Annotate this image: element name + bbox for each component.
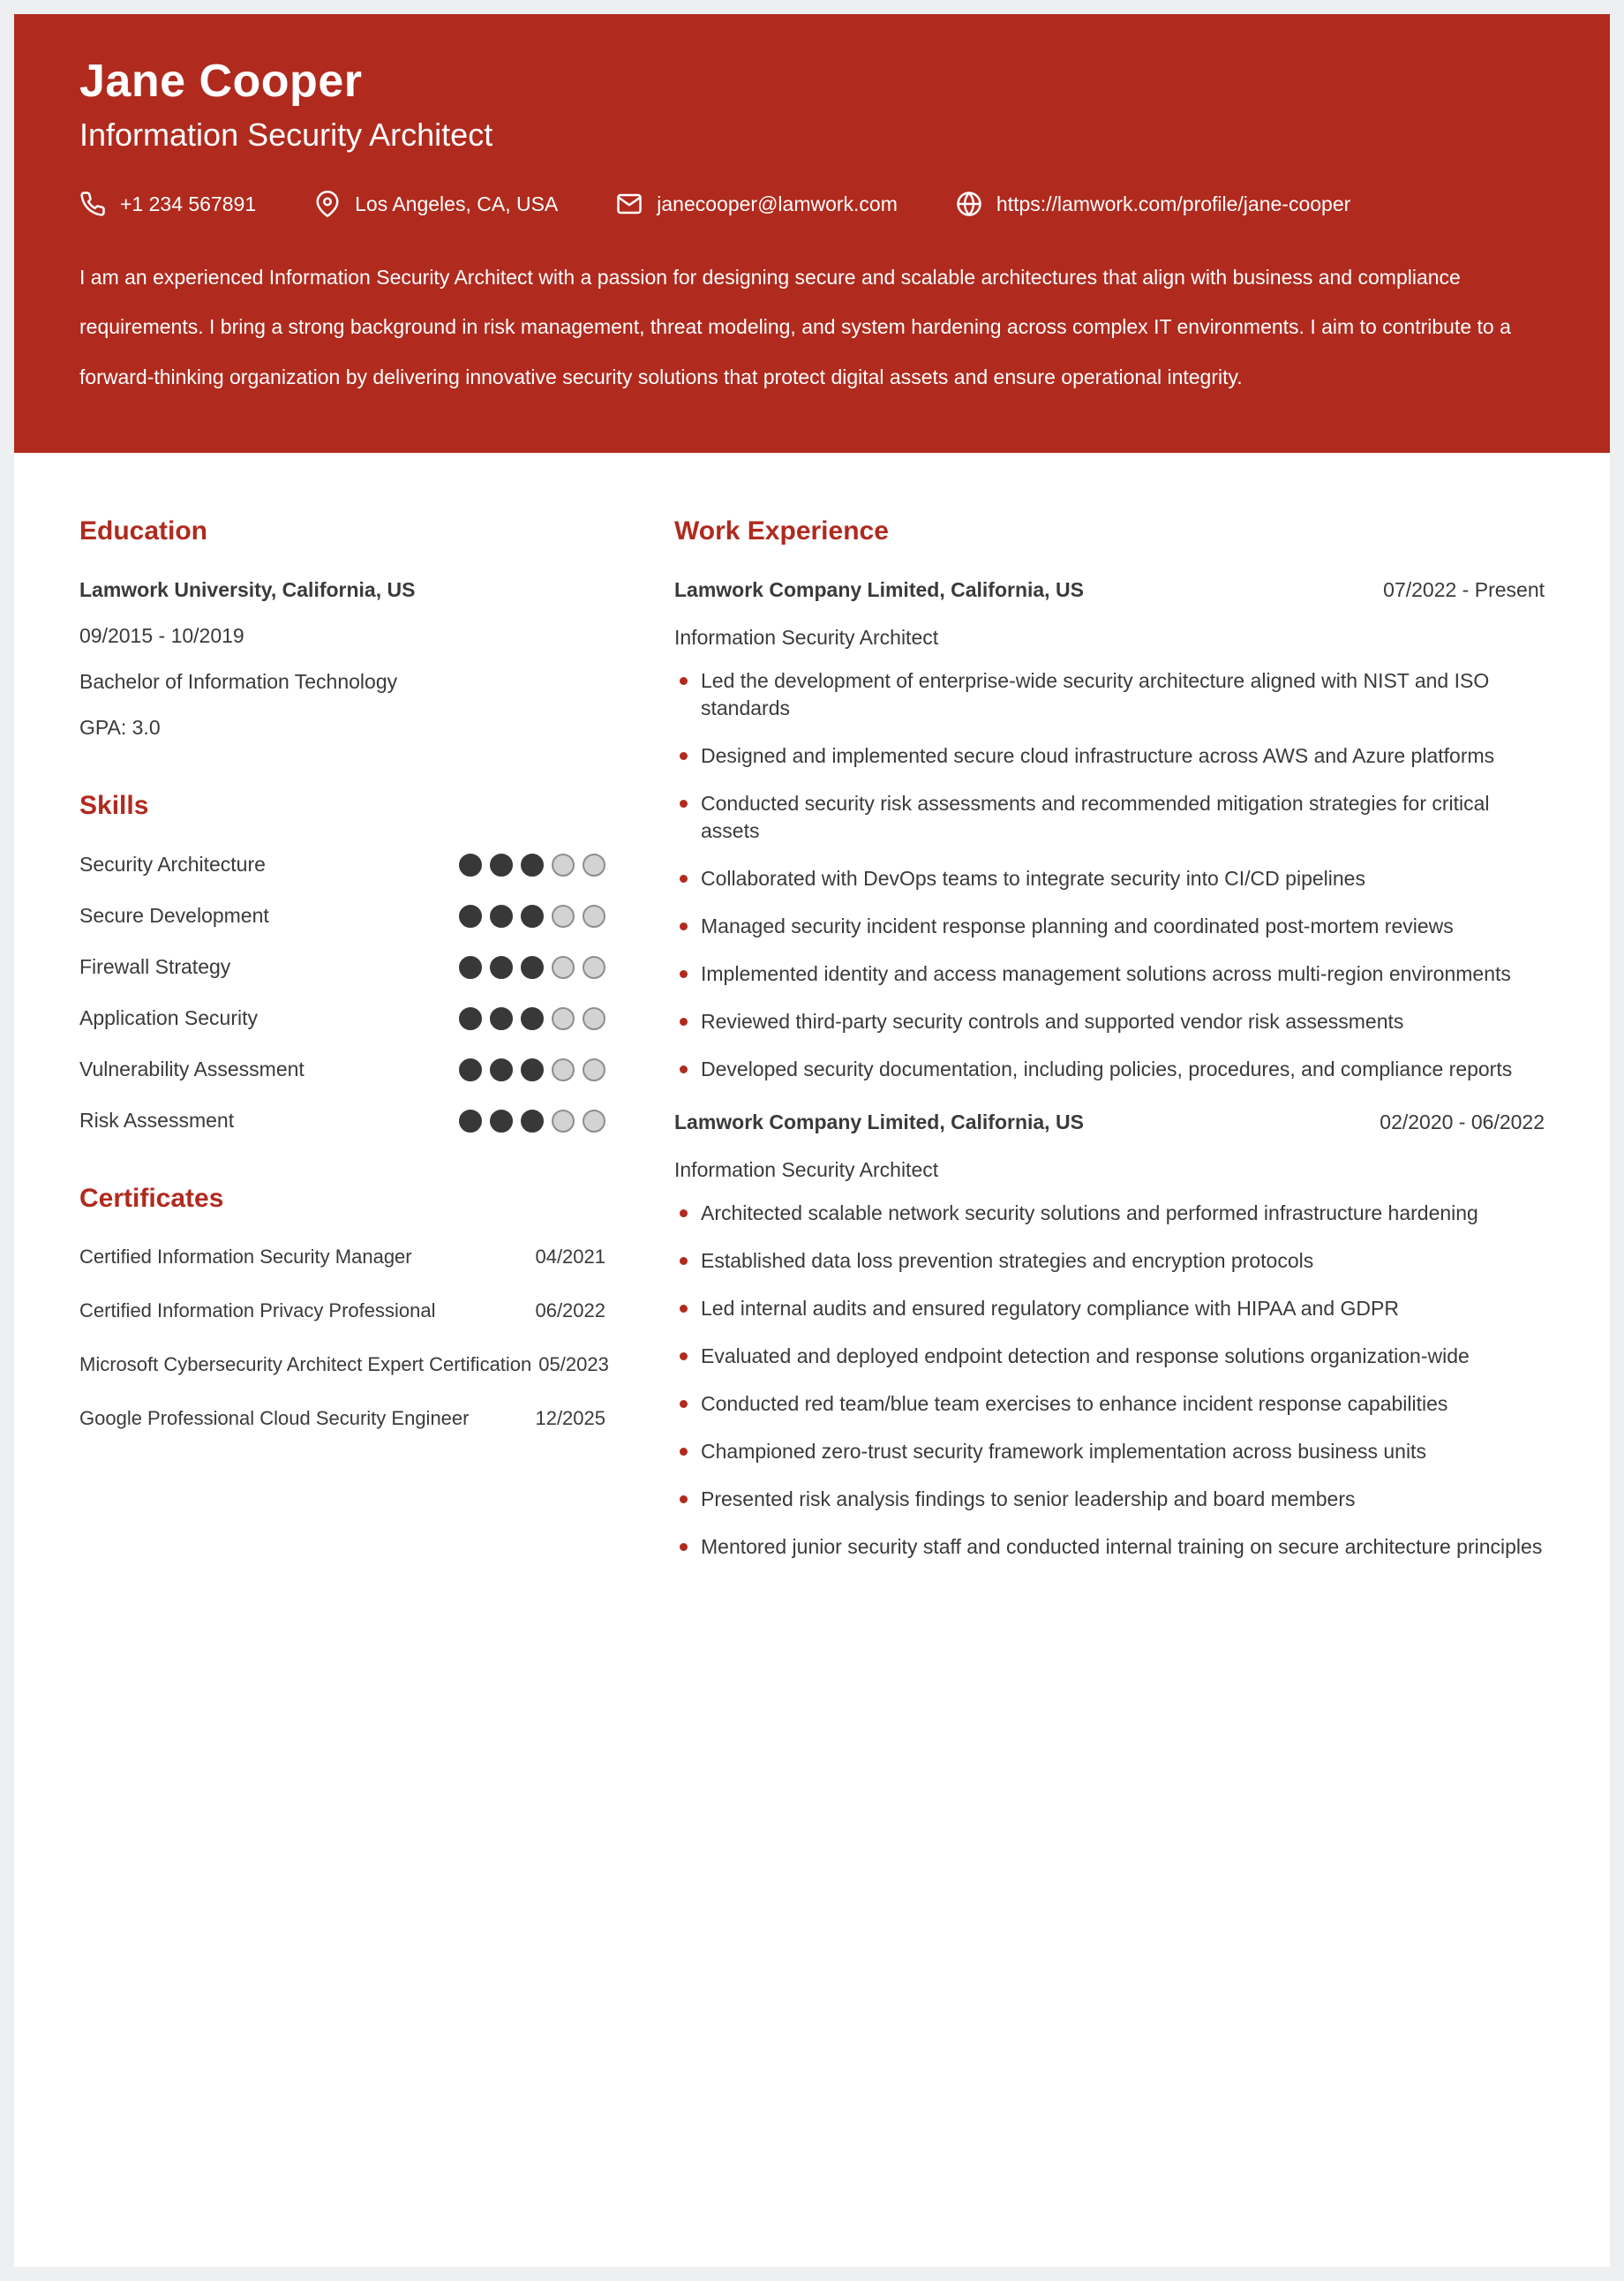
skill-dot-filled: [490, 905, 513, 928]
certificate-row: [79, 1407, 605, 1430]
certificate-row: [79, 1299, 605, 1322]
education-heading: Education: [79, 516, 208, 546]
skill-dot-filled: [459, 1058, 482, 1081]
job-dates: 02/2020 - 06/2022: [1380, 1110, 1545, 1133]
section-experience: [674, 516, 1545, 1561]
job-bullet: Reviewed third-party security controls and supported vendor risk assessments: [674, 1008, 1545, 1035]
job-company: Lamwork Company Limited, California, US: [674, 578, 1084, 602]
person-title: Information Security Architect: [79, 117, 493, 153]
certificate-row: [79, 1246, 605, 1268]
certificate-date: 05/2023: [538, 1353, 609, 1376]
job-bullet: Conducted red team/blue team exercises to enhance incident response capabilities: [674, 1390, 1545, 1418]
skill-dot-empty: [552, 905, 575, 928]
certificate-row: [79, 1353, 609, 1376]
job-bullet: Architected scalable network security solutions and performed infrastructure hardening: [674, 1200, 1545, 1227]
skill-level-dots: [459, 1007, 605, 1030]
section-education: [79, 516, 605, 740]
skill-name: Security Architecture: [79, 853, 266, 877]
certificate-name: Microsoft Cybersecurity Architect Expert Certification: [79, 1353, 532, 1376]
skill-dot-filled: [459, 1110, 482, 1133]
job-bullet-list: [674, 1200, 1545, 1561]
contact-location-text: Los Angeles, CA, USA: [355, 192, 559, 215]
experience-heading: Work Experience: [674, 516, 889, 546]
certificate-date: 12/2025: [535, 1407, 605, 1430]
skills-heading: Skills: [79, 791, 149, 821]
skill-dot-filled: [521, 1007, 544, 1030]
skill-dot-empty: [552, 1110, 575, 1133]
skill-dot-filled: [490, 956, 513, 979]
job-bullet: Designed and implemented secure cloud infrastructure across AWS and Azure platforms: [674, 742, 1545, 770]
skill-row: [79, 1109, 605, 1133]
skill-dot-filled: [521, 1058, 544, 1081]
skill-dot-filled: [521, 956, 544, 979]
resume-body: [14, 453, 1610, 1658]
certificate-date: 04/2021: [535, 1246, 605, 1268]
contact-location: [314, 191, 558, 217]
skill-dot-filled: [521, 905, 544, 928]
job-bullet: Established data loss prevention strategies and encryption protocols: [674, 1247, 1545, 1275]
certificate-name: Certified Information Security Manager: [79, 1246, 412, 1268]
certificates-heading: Certificates: [79, 1184, 224, 1214]
job-bullet: Managed security incident response planning and coordinated post-mortem reviews: [674, 913, 1545, 940]
job-bullet: Mentored junior security staff and conducted internal training on secure architecture principles: [674, 1533, 1545, 1561]
job-company: Lamwork Company Limited, California, US: [674, 1110, 1084, 1133]
job-bullet: Led the development of enterprise-wide security architecture aligned with NIST and ISO standards: [674, 667, 1545, 722]
skill-dot-filled: [459, 1007, 482, 1030]
skill-dot-empty: [552, 854, 575, 877]
skill-dot-filled: [459, 854, 482, 877]
skill-dot-filled: [459, 905, 482, 928]
contact-phone: [79, 191, 256, 217]
contact-website[interactable]: [956, 191, 1350, 217]
job-bullet: Conducted security risk assessments and recommended mitigation strategies for critical assets: [674, 790, 1545, 845]
skill-level-dots: [459, 854, 605, 877]
job-bullet: Evaluated and deployed endpoint detection and response solutions organization-wide: [674, 1343, 1545, 1370]
education-dates: 09/2015 - 10/2019: [79, 624, 244, 648]
skill-name: Vulnerability Assessment: [79, 1058, 304, 1081]
skill-level-dots: [459, 956, 605, 979]
skill-dot-filled: [490, 1110, 513, 1133]
skill-level-dots: [459, 1058, 605, 1081]
skill-level-dots: [459, 1110, 605, 1133]
job-dates: 07/2022 - Present: [1383, 578, 1545, 602]
skill-name: Application Security: [79, 1006, 258, 1030]
phone-icon: [79, 191, 106, 217]
location-icon: [314, 191, 341, 217]
skill-row: [79, 1006, 605, 1030]
skill-dot-empty: [583, 854, 605, 877]
skill-dot-empty: [583, 1007, 605, 1030]
job-bullet: Collaborated with DevOps teams to integrate security into CI/CD pipelines: [674, 865, 1545, 892]
skill-level-dots: [459, 905, 605, 928]
skill-name: Risk Assessment: [79, 1109, 235, 1133]
section-certificates: [79, 1184, 609, 1430]
job-entry: [674, 1110, 1545, 1561]
skill-row: [79, 955, 605, 979]
skill-dot-filled: [521, 1110, 544, 1133]
skill-dot-filled: [521, 854, 544, 877]
contact-website-text[interactable]: https://lamwork.com/profile/jane-cooper: [996, 192, 1351, 215]
job-bullet: Developed security documentation, including policies, procedures, and compliance reports: [674, 1056, 1545, 1083]
skill-dot-filled: [490, 854, 513, 877]
skill-dot-filled: [459, 956, 482, 979]
skill-dot-filled: [490, 1058, 513, 1081]
skill-name: Secure Development: [79, 904, 269, 928]
skill-row: [79, 1058, 605, 1081]
skill-dot-empty: [552, 1007, 575, 1030]
person-name: Jane Cooper: [79, 56, 363, 107]
skill-dot-empty: [583, 956, 605, 979]
education-degree: Bachelor of Information Technology: [79, 670, 398, 694]
certificate-date: 06/2022: [535, 1299, 605, 1322]
skill-dot-empty: [583, 1058, 605, 1081]
skill-dot-filled: [490, 1007, 513, 1030]
job-role: Information Security Architect: [674, 626, 939, 650]
skill-row: [79, 904, 605, 928]
job-header: [674, 1110, 1545, 1134]
skill-name: Firewall Strategy: [79, 955, 231, 979]
job-bullet-list: [674, 667, 1545, 1083]
certificate-name: Google Professional Cloud Security Engineer: [79, 1407, 470, 1430]
skill-dot-empty: [552, 956, 575, 979]
job-bullet: Championed zero-trust security framework implementation across business units: [674, 1438, 1545, 1465]
skill-dot-empty: [552, 1058, 575, 1081]
profile-summary: I am an experienced Information Security Architect with a passion for designing secure and scalable architectures that align with business and compliance requirements. I bring a strong background in risk management, threat modeling, and system hardening across complex IT environments. I aim to contribute to a forward-thinking organization by delivering innovative security solutions that protect digital assets and ensure operational integrity.: [79, 266, 1511, 388]
job-bullet: Led internal audits and ensured regulatory compliance with HIPAA and GDPR: [674, 1295, 1545, 1322]
contact-phone-text: +1 234 567891: [120, 192, 257, 215]
job-bullet: Implemented identity and access management solutions across multi-region environments: [674, 960, 1545, 988]
email-icon: [616, 191, 643, 217]
skill-dot-empty: [583, 905, 605, 928]
contact-email[interactable]: [616, 191, 898, 217]
left-column: [79, 516, 609, 1587]
section-skills: [79, 791, 605, 1133]
education-school: Lamwork University, California, US: [79, 578, 416, 602]
right-column: [674, 516, 1545, 1587]
job-role: Information Security Architect: [674, 1157, 939, 1181]
job-entry: [674, 578, 1545, 1083]
resume-header: [14, 14, 1610, 453]
skill-dot-empty: [583, 1110, 605, 1133]
certificate-name: Certified Information Privacy Professional: [79, 1299, 436, 1322]
job-bullet: Presented risk analysis findings to senior leadership and board members: [674, 1486, 1545, 1513]
globe-icon: [956, 191, 982, 217]
contact-email-text[interactable]: janecooper@lamwork.com: [657, 192, 898, 215]
education-gpa: GPA: 3.0: [79, 716, 161, 740]
skill-row: [79, 853, 605, 877]
resume-sheet: [14, 14, 1610, 2267]
contact-row: [79, 191, 1545, 217]
job-header: [674, 578, 1545, 602]
